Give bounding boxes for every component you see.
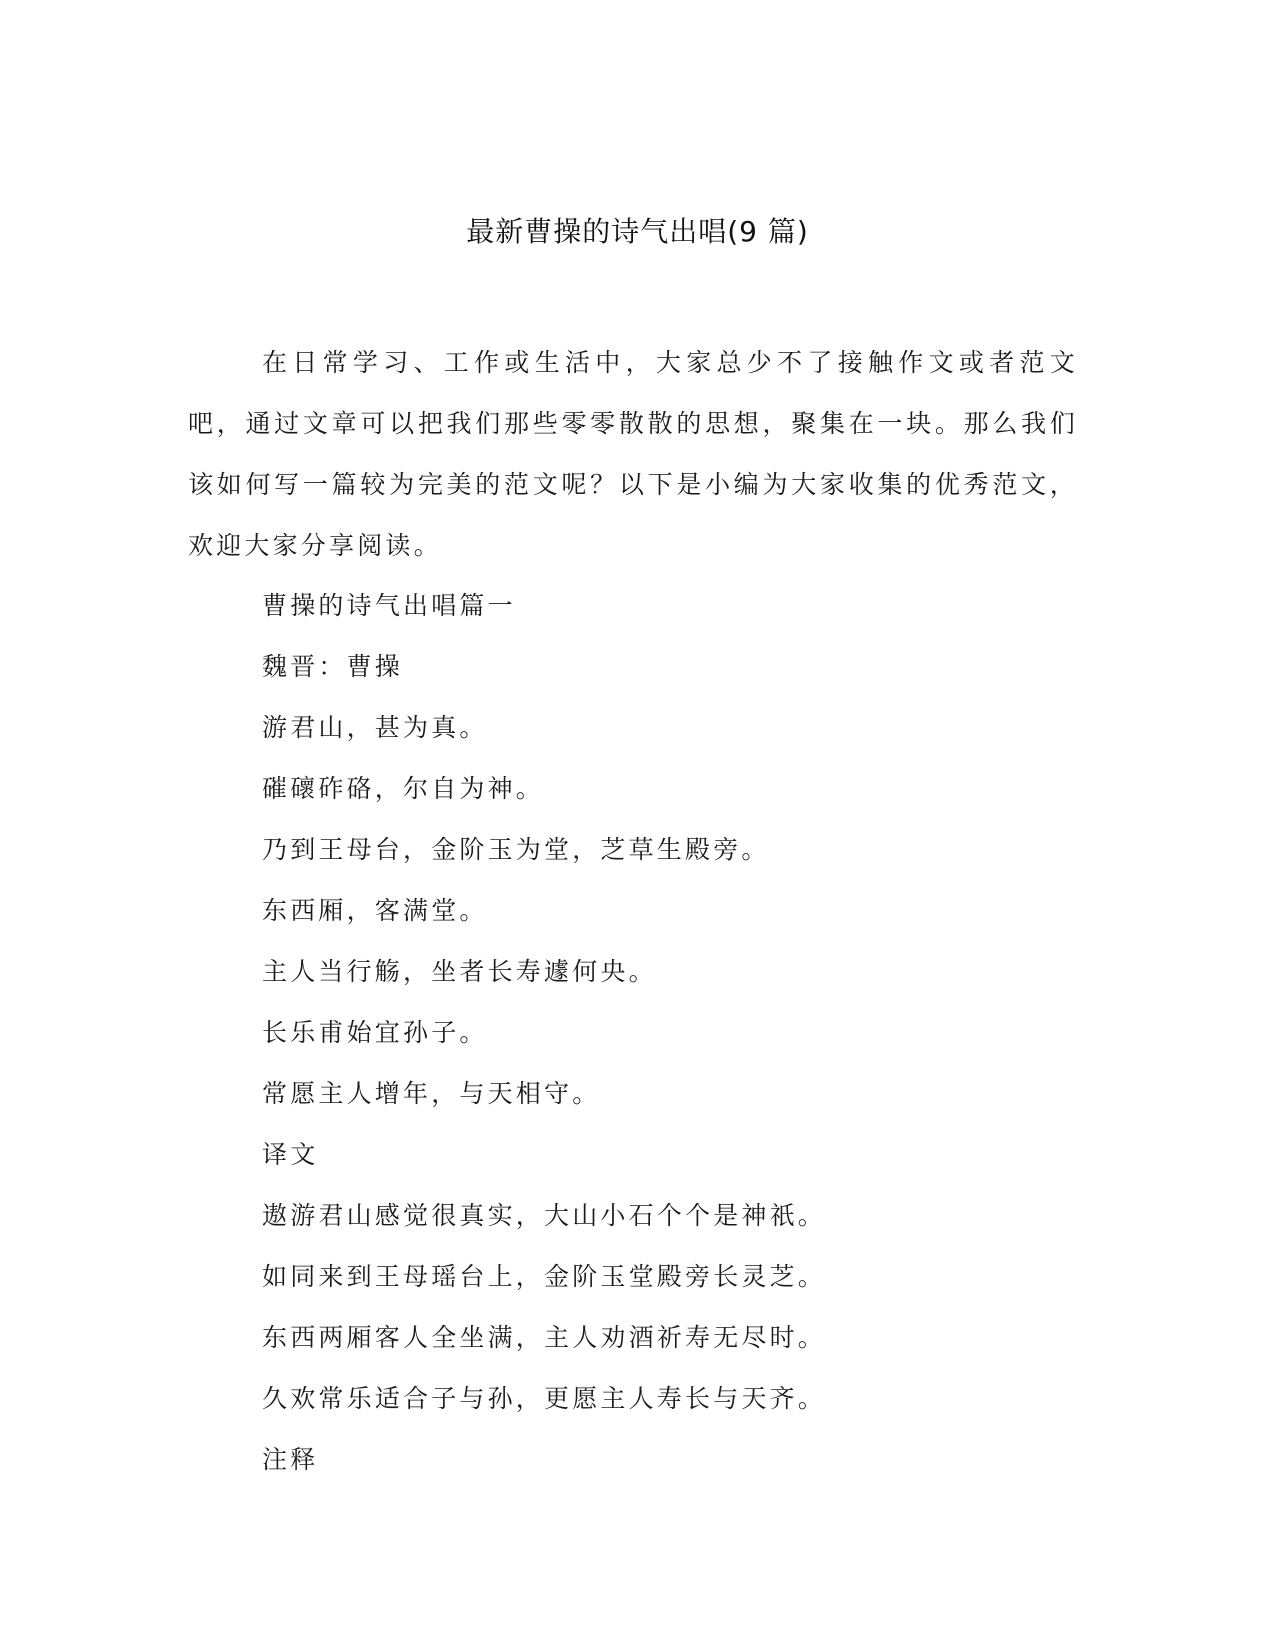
poem-line: 磪䃶砟硌，尔自为神。 — [262, 774, 545, 803]
poem-line: 主人当行觞，坐者长寿遽何央。 — [262, 957, 657, 986]
poem-line: 长乐甫始宜孙子。 — [262, 1018, 488, 1047]
poem-author: 魏晋：曹操 — [262, 652, 404, 681]
poem-line: 常愿主人增年，与天相守。 — [262, 1079, 601, 1108]
poem-body — [262, 575, 1082, 1490]
poem-line: 东西厢，客满堂。 — [262, 896, 488, 925]
page-title: 最新曹操的诗气出唱(9 篇) — [466, 215, 809, 248]
translation-heading: 译文 — [262, 1140, 319, 1169]
intro-paragraph: 在日常学习、工作或生活中，大家总少不了接触作文或者范文吧，通过文章可以把我们那些零零散散的思想，聚集在一块。那么我们该如何写一篇较为完美的范文呢？以下是小编为大家收集的优秀范文，欢迎大家分享阅读。 — [188, 348, 1078, 560]
section-heading: 曹操的诗气出唱篇一 — [262, 591, 516, 620]
translation-line: 东西两厢客人全坐满，主人劝酒祈寿无尽时。 — [262, 1323, 827, 1352]
notes-heading: 注释 — [262, 1445, 319, 1474]
translation-line: 如同来到王母瑶台上，金阶玉堂殿旁长灵芝。 — [262, 1262, 827, 1291]
translation-line: 久欢常乐适合子与孙，更愿主人寿长与天齐。 — [262, 1384, 827, 1413]
translation-line: 遨游君山感觉很真实，大山小石个个是神祇。 — [262, 1201, 827, 1230]
poem-line: 游君山，甚为真。 — [262, 713, 488, 742]
poem-line: 乃到王母台，金阶玉为堂，芝草生殿旁。 — [262, 835, 770, 864]
